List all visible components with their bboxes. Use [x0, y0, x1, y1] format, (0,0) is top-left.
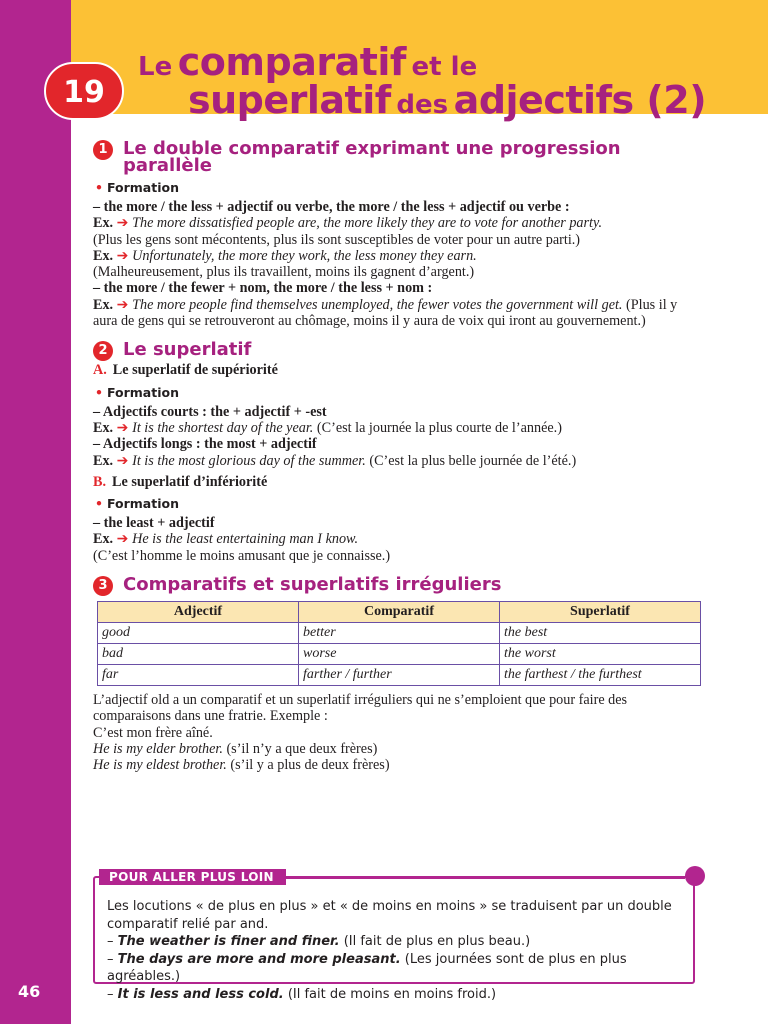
table-cell: far [98, 665, 299, 686]
box-line: Les locutions « de plus en plus » et « de moins en moins » se traduisent par un double comparatif relié par and. [107, 899, 672, 932]
arrow-icon: ➔ [116, 531, 129, 548]
irregular-table [97, 601, 701, 686]
table-header-row [98, 602, 701, 623]
box-label: POUR ALLER PLUS LOIN [99, 869, 286, 885]
table-header: Adjectif [98, 602, 299, 623]
example: Ex. ➔ He is the least entertaining man I know. [93, 531, 359, 548]
example: Ex. ➔ Unfortunately, the more they work, the less money they earn. [93, 247, 477, 264]
box-line: – It is less and less cold. (Il fait de moins en moins froid.) [107, 986, 497, 1002]
table-cell: better [299, 623, 500, 644]
section-3-heading: 3 Comparatifs et superlatifs irréguliers [93, 576, 705, 593]
section-2-heading: 2 Le superlatif [93, 341, 705, 358]
table-row [98, 644, 701, 665]
note: C’est mon frère aîné. [93, 724, 213, 741]
section-number: 3 [93, 576, 113, 596]
rule: – Adjectifs longs : the most + adjectif [93, 436, 317, 453]
box-line: – The weather is finer and finer. (Il fait de plus en plus beau.) [107, 934, 531, 949]
translation: (Malheureusement, plus ils travaillent, moins ils gagnent d’argent.) [93, 264, 475, 281]
subsection-a: A. Le superlatif de supériorité [93, 362, 278, 379]
page-title-line2: superlatif des adjectifs (2) [188, 78, 707, 122]
translation: (Plus les gens sont mécontents, plus ils sont susceptibles de voter pour un autre parti.) [93, 231, 581, 248]
table-row [98, 623, 701, 644]
rule: – Adjectifs courts : the + adjectif + -est [93, 403, 327, 420]
page-number: 46 [18, 982, 41, 1001]
example: Ex. ➔ The more dissatisfied people are, the more likely they are to vote for another party. [93, 215, 603, 232]
example: Ex. ➔ It is the shortest day of the year. (C’est la journée la plus courte de l’année.) [93, 419, 562, 436]
table-cell: bad [98, 644, 299, 665]
arrow-icon: ➔ [116, 247, 129, 264]
rule: – the more / the fewer + nom, the more / the less + nom : [93, 280, 433, 297]
arrow-icon: ➔ [116, 296, 129, 313]
table-cell: worse [299, 644, 500, 665]
table-cell: farther / further [299, 665, 500, 686]
pour-aller-plus-loin-box [93, 870, 695, 1002]
box-text [107, 898, 685, 1003]
box-corner-dot [685, 866, 705, 886]
arrow-icon: ➔ [116, 419, 129, 436]
page-title-line1: Le comparatif et le [138, 40, 478, 84]
table-cell: the best [500, 623, 701, 644]
note: He is my elder brother. (s’il n’y a que deux frères) [93, 740, 378, 757]
table-row [98, 665, 701, 686]
table-cell: the farthest / the furthest [500, 665, 701, 686]
rule: – the more / the less + adjectif ou verbe, the more / the less + adjectif ou verbe : [93, 199, 570, 215]
sidebar-band [0, 0, 71, 1024]
chapter-number-badge: 19 [44, 62, 124, 120]
example: Ex. ➔ It is the most glorious day of the summer. (C’est la plus belle journée de l’été.) [93, 452, 577, 469]
section-number: 2 [93, 341, 113, 361]
example: Ex. ➔ The more people find themselves unemployed, the fewer votes the government will get. (Plus il y aura de gens qui se retrouveront au chômage, moins il y aura de voix qui iront au gouvernement.) [93, 296, 678, 330]
section-1-heading: 1 Le double comparatif exprimant une progression parallèle [93, 140, 705, 174]
table-cell: the worst [500, 644, 701, 665]
arrow-icon: ➔ [116, 452, 129, 469]
table-header: Comparatif [299, 602, 500, 623]
formation-label: • Formation [95, 384, 179, 400]
box-line: – The days are more and more pleasant. (Les journées sont de plus en plus agréables.) [107, 951, 627, 984]
main-content [93, 140, 705, 774]
note: L’adjectif old a un comparatif et un superlatif irréguliers qui ne s’emploient que pour faire des comparaisons dans une fratrie. Exemple : [93, 692, 628, 725]
note: He is my eldest brother. (s’il y a plus de deux frères) [93, 757, 390, 774]
section-number: 1 [93, 140, 113, 160]
box-top-rule [285, 877, 685, 879]
table-cell: good [98, 623, 299, 644]
formation-label: • Formation [95, 496, 179, 512]
formation-label: • Formation [95, 180, 179, 195]
table-header: Superlatif [500, 602, 701, 623]
subsection-b: B. Le superlatif d’infériorité [93, 473, 268, 490]
arrow-icon: ➔ [116, 215, 129, 232]
translation: (C’est l’homme le moins amusant que je connaisse.) [93, 547, 391, 564]
rule: – the least + adjectif [93, 515, 215, 532]
